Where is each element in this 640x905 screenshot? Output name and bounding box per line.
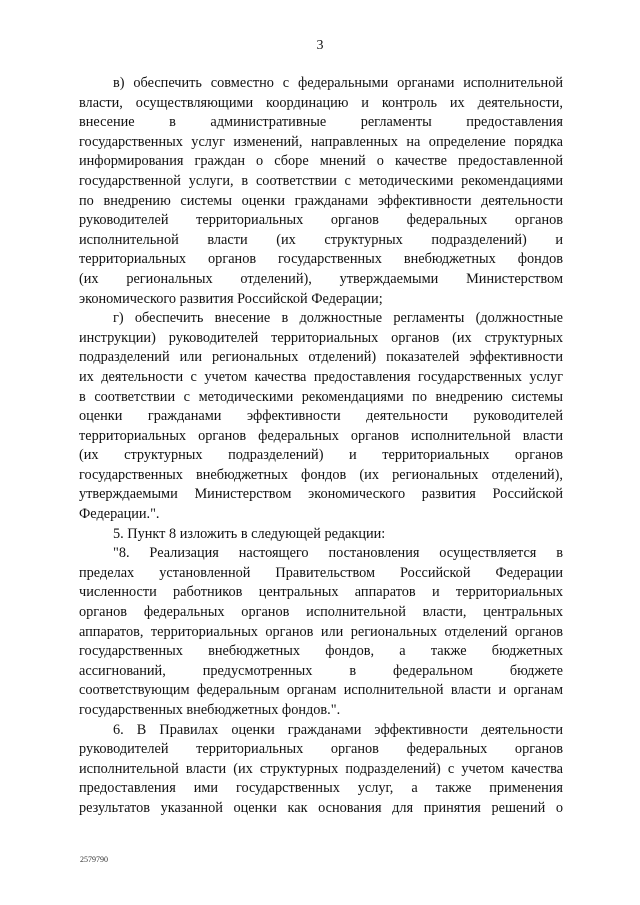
text-line: территориальных органов государственных внебюджетных фондов	[79, 251, 563, 268]
text-line: руководителей территориальных органов федеральных органов	[79, 212, 563, 229]
text-line: в соответствии с методическими рекомендациями по внедрению системы	[79, 388, 563, 405]
text-line: исполнительной власти (их структурных подразделений) с учетом качества	[79, 760, 563, 777]
text-line: "8. Реализация настоящего постановления осуществляется в	[113, 545, 563, 562]
text-line: результатов указанной оценки как основания для принятия решений о	[79, 799, 563, 816]
text-line: (их структурных подразделений) и территориальных органов	[79, 447, 563, 464]
text-line: государственных внебюджетных фондов (их региональных отделений),	[79, 466, 563, 483]
text-line: государственной услуги, в соответствии с методическими рекомендациями	[79, 172, 563, 189]
text-line: экономического развития Российской Федерации;	[79, 290, 383, 307]
text-line: государственных услуг изменений, направленных на определение порядка	[79, 133, 563, 150]
text-line: территориальных органов федеральных органов исполнительной власти	[79, 427, 563, 444]
text-line: внесение в административные регламенты предоставления	[79, 114, 563, 131]
text-line: Федерации.".	[79, 506, 160, 523]
text-line: руководителей территориальных органов федеральных органов	[79, 741, 563, 758]
page-number: 3	[316, 38, 324, 53]
text-line: соответствующим федеральным органам исполнительной власти и органам	[79, 682, 563, 699]
text-line: государственных внебюджетных фондов, а также бюджетных	[79, 643, 563, 660]
document-body	[79, 74, 563, 819]
text-line: в) обеспечить совместно с федеральными органами исполнительной	[113, 75, 563, 91]
text-line: информирования граждан о сборе мнений о качестве предоставленной	[79, 153, 563, 170]
text-line: по внедрению системы оценки гражданами эффективности деятельности	[79, 192, 563, 209]
text-line: утверждаемыми Министерством экономического развития Российской	[79, 486, 563, 503]
text-line: их деятельности с учетом качества предоставления государственных услуг	[79, 368, 563, 385]
text-line: подразделений или региональных отделений) показателей эффективности	[79, 349, 563, 366]
text-line: исполнительной власти (их структурных подразделений) и	[79, 231, 563, 248]
text-line: 6. В Правилах оценки гражданами эффективности деятельности	[113, 721, 563, 738]
text-line: г) обеспечить внесение в должностные регламенты (должностные	[113, 310, 563, 327]
text-line: (их региональных отделений), утверждаемыми Министерством	[79, 270, 563, 287]
text-line: власти, осуществляющими координацию и контроль их деятельности,	[79, 94, 563, 111]
text-line: пределах установленной Правительством Российской Федерации	[79, 564, 563, 581]
text-line: аппаратов, территориальных органов или региональных отделений органов	[79, 623, 563, 640]
text-line: инструкции) руководителей территориальных органов (их структурных	[79, 329, 563, 346]
document-id: 2579790	[80, 855, 108, 864]
text-line: численности работников центральных аппаратов и территориальных	[79, 584, 563, 601]
text-line: ассигнований, предусмотренных в федеральном бюджете	[79, 662, 563, 679]
text-line: 5. Пункт 8 изложить в следующей редакции:	[113, 525, 386, 542]
text-line: органов федеральных органов исполнительной власти, центральных	[79, 604, 563, 621]
text-line: государственных внебюджетных фондов.".	[79, 702, 341, 718]
text-line: оценки гражданами эффективности деятельности руководителей	[79, 408, 563, 425]
text-line: предоставления ими государственных услуг, а также применения	[79, 780, 563, 797]
